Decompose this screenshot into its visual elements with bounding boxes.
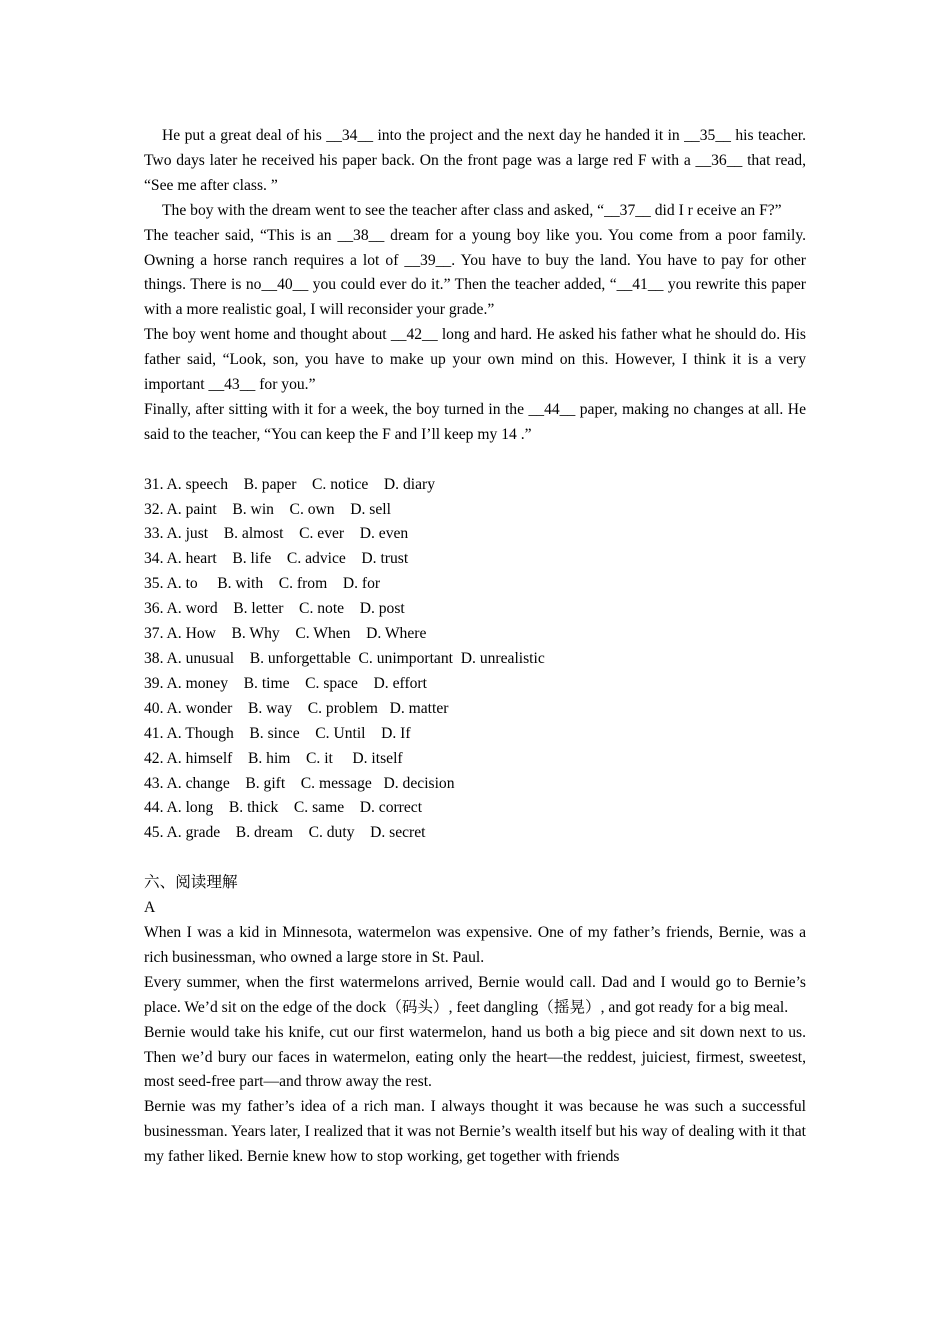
option-line-42: 42. A. himself B. him C. it D. itself — [144, 749, 403, 767]
option-line-31: 31. A. speech B. paper C. notice D. diary — [144, 475, 436, 493]
option-line-44: 44. A. long B. thick C. same D. correct — [144, 799, 423, 817]
option-line-32: 32. A. paint B. win C. own D. sell — [144, 500, 391, 518]
cloze-paragraph-1: He put a great deal of his __34__ into the project and the next day he handed it in __35__ his teacher. Two days later he received his paper back. On the front page was a large red F with a __36__ that read, “See me after class. ” — [144, 127, 806, 194]
section-heading: 六、阅读理解 — [144, 874, 238, 892]
cloze-paragraph-5: Finally, after sitting with it for a week, the boy turned in the __44__ paper, making no changes at all. He said to the teacher, “You can keep the F and I’ll keep my 14 .” — [144, 400, 806, 443]
section-subheading: A — [144, 899, 156, 917]
cloze-paragraph-2: The boy with the dream went to see the teacher after class and asked, “__37__ did I r eceive an F?” — [162, 201, 782, 219]
spacer — [144, 846, 806, 871]
option-line-40: 40. A. wonder B. way C. problem D. matter — [144, 699, 449, 717]
cloze-paragraph-3: The teacher said, “This is an __38__ dream for a young boy like you. You come from a poor family. Owning a horse ranch requires a lot of __39__. You have to buy the land. You have to pay for other things. There is no__40__ you could ever do it.” Then the teacher added, “__41__ you rewrite this paper with a more realistic goal, I will reconsider your grade.” — [144, 226, 806, 319]
reading-paragraph-4: Bernie was my father’s idea of a rich man. I always thought it was because he was such a successful businessman. Years later, I realized that it was not Bernie’s wealth itself but his way of dealing with it that my father liked. Bernie knew how to stop working, get together with friends — [144, 1098, 806, 1166]
option-line-37: 37. A. How B. Why C. When D. Where — [144, 625, 427, 643]
option-line-38: 38. A. unusual B. unforgettable C. unimportant D. unrealistic — [144, 650, 545, 668]
option-line-36: 36. A. word B. letter C. note D. post — [144, 600, 405, 618]
option-line-45: 45. A. grade B. dream C. duty D. secret — [144, 824, 426, 842]
reading-paragraph-2: Every summer, when the first watermelons arrived, Bernie would call. Dad and I would go to Bernie’s place. We’d sit on the edge of the dock（码头）, feet dangling（摇晃）, and got ready for a big meal. — [144, 973, 806, 1016]
option-line-43: 43. A. change B. gift C. message D. decision — [144, 774, 455, 792]
reading-paragraph-1: When I was a kid in Minnesota, watermelon was expensive. One of my father’s friends, Bernie, was a rich businessman, who owned a large store in St. Paul. — [144, 923, 806, 966]
option-line-34: 34. A. heart B. life C. advice D. trust — [144, 550, 409, 568]
option-line-39: 39. A. money B. time C. space D. effort — [144, 674, 427, 692]
reading-paragraph-3: Bernie would take his knife, cut our first watermelon, hand us both a big piece and sit down next to us. Then we’d bury our faces in watermelon, eating only the heart—the reddest, juiciest, firmest, sweetest, most seed-free part—and throw away the rest. — [144, 1023, 806, 1091]
option-line-41: 41. A. Though B. since C. Until D. If — [144, 724, 411, 742]
document-body — [144, 124, 806, 1170]
options-list — [144, 473, 806, 847]
spacer — [144, 448, 806, 473]
cloze-paragraph-4: The boy went home and thought about __42__ long and hard. He asked his father what he should do. His father said, “Look, son, you have to make up your own mind on this. However, I think it is a very important __43__ for you.” — [144, 326, 806, 394]
option-line-35: 35. A. to B. with C. from D. for — [144, 575, 381, 593]
option-line-33: 33. A. just B. almost C. ever D. even — [144, 525, 409, 543]
